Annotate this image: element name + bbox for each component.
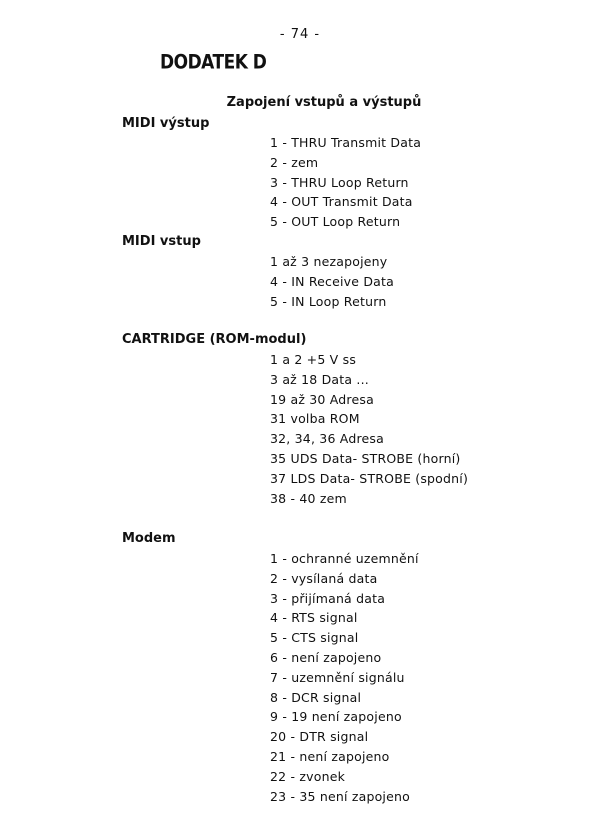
list-item: 37 LDS Data- STROBE (spodní) <box>270 470 469 486</box>
section-heading-midi-out: MIDI výstup <box>122 116 210 131</box>
list-item: 1 až 3 nezapojeny <box>270 254 388 269</box>
pin-list-modem <box>270 549 419 806</box>
pin-list-midi-in <box>270 252 394 311</box>
list-item: 8 - DCR signal <box>270 689 362 705</box>
list-item: 3 - THRU Loop Return <box>270 174 409 190</box>
list-item: 3 až 18 Data ... <box>270 371 369 387</box>
list-item: 23 - 35 není zapojeno <box>270 788 410 804</box>
list-item: 2 - vysílaná data <box>270 570 378 586</box>
list-item: 3 - přijímaná data <box>270 590 386 606</box>
list-item: 32, 34, 36 Adresa <box>270 431 384 447</box>
list-item: 1 - ochranné uzemnění <box>270 551 419 566</box>
list-item: 21 - není zapojeno <box>270 748 390 764</box>
list-item: 4 - OUT Transmit Data <box>270 194 413 210</box>
list-item: 19 až 30 Adresa <box>270 391 374 407</box>
list-item: 22 - zvonek <box>270 768 346 784</box>
list-item: 5 - IN Loop Return <box>270 293 387 309</box>
list-item: 4 - RTS signal <box>270 610 358 626</box>
list-item: 20 - DTR signal <box>270 729 369 745</box>
list-item: 1 - THRU Transmit Data <box>270 135 422 150</box>
list-item: 9 - 19 není zapojeno <box>270 709 402 725</box>
list-item: 4 - IN Receive Data <box>270 273 394 289</box>
list-item: 2 - zem <box>270 154 319 170</box>
list-item: 6 - není zapojeno <box>270 649 382 665</box>
list-item: 35 UDS Data- STROBE (horní) <box>270 450 461 466</box>
page-number: - 74 - <box>279 27 321 42</box>
list-item: 5 - OUT Loop Return <box>270 214 401 230</box>
list-item: 7 - uzemnění signálu <box>270 669 405 685</box>
list-item: 1 a 2 +5 V ss <box>270 352 357 367</box>
appendix-title: DODATEK D <box>160 51 267 74</box>
document-title: Zapojení vstupů a výstupů <box>226 95 422 110</box>
section-heading-cartridge: CARTRIDGE (ROM-modul) <box>122 332 307 347</box>
pin-list-midi-out <box>270 133 421 232</box>
pin-list-cartridge <box>270 350 468 508</box>
list-item: 31 volba ROM <box>270 411 360 427</box>
list-item: 38 - 40 zem <box>270 490 347 506</box>
section-heading-modem: Modem <box>122 531 176 546</box>
list-item: 5 - CTS signal <box>270 630 359 646</box>
section-heading-midi-in: MIDI vstup <box>122 234 201 249</box>
